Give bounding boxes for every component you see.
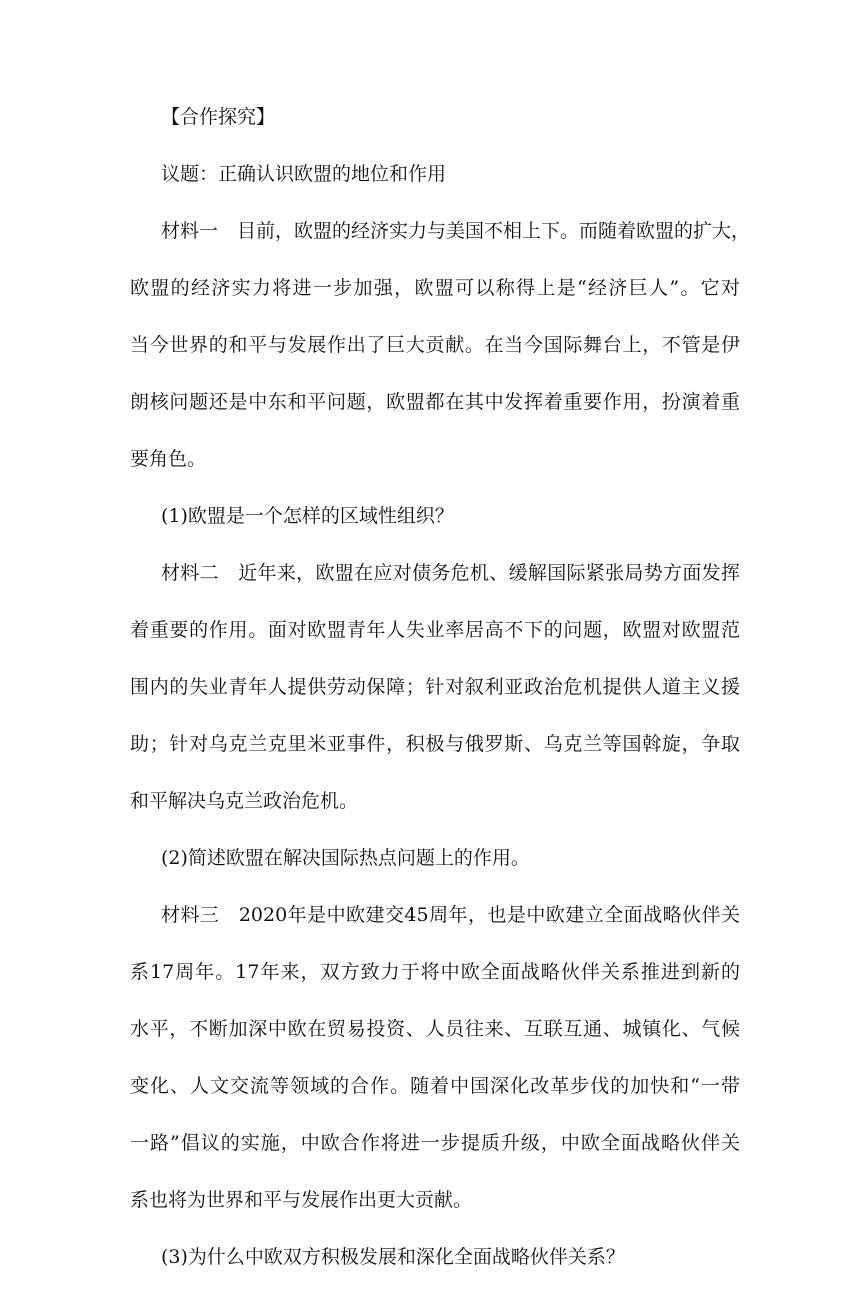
material-2-line: 着重要的作用。面对欧盟青年人失业率居高不下的问题，欧盟对欧盟范	[130, 619, 740, 641]
material-2-paragraph	[130, 564, 740, 811]
material-2-line: 围内的失业青年人提供劳动保障；针对叙利亚政治危机提供人道主义援	[130, 676, 740, 698]
material-1-line: 朗核问题还是中东和平问题，欧盟都在其中发挥着重要作用，扮演着重	[130, 391, 740, 413]
question-3: (3)为什么中欧双方积极发展和深化全面战略伙伴关系？	[161, 1246, 625, 1268]
material-3-line: 系也将为世界和平与发展作出更大贡献。	[130, 1189, 473, 1211]
material-1-paragraph	[130, 220, 751, 470]
material-3-line: 水平，不断加深中欧在贸易投资、人员往来、互联互通、城镇化、气候	[130, 1018, 740, 1040]
question-1: (1)欧盟是一个怎样的区域性组织？	[161, 505, 454, 527]
material-3-line: 材料三 2020年是中欧建交45周年，也是中欧建立全面战略伙伴关	[161, 904, 740, 926]
material-3-line: 一路”倡议的实施，中欧合作将进一步提质升级，中欧全面战略伙伴关	[130, 1132, 740, 1154]
material-3-line: 系17周年。17年来，双方致力于将中欧全面战略伙伴关系推进到新的	[130, 961, 740, 983]
section-heading: 【合作探究】	[161, 106, 276, 128]
material-3-line: 变化、人文交流等领域的合作。随着中国深化改革步伐的加快和“一带	[130, 1075, 740, 1097]
material-1-line: 材料一 目前，欧盟的经济实力与美国不相上下。而随着欧盟的扩大，	[161, 220, 751, 242]
material-1-line: 当今世界的和平与发展作出了巨大贡献。在当今国际舞台上，不管是伊	[130, 334, 740, 356]
material-3-paragraph	[130, 906, 740, 1210]
material-1-line: 要角色。	[130, 448, 207, 470]
material-2-line: 和平解决乌克兰政治危机。	[130, 790, 359, 812]
material-1-line: 欧盟的经济实力将进一步加强，欧盟可以称得上是“经济巨人”。它对	[130, 277, 740, 299]
material-2-line: 助；针对乌克兰克里米亚事件，积极与俄罗斯、乌克兰等国斡旋，争取	[130, 733, 740, 755]
document-body	[130, 106, 751, 1305]
question-2: (2)简述欧盟在解决国际热点问题上的作用。	[161, 847, 530, 869]
topic-line: 议题：正确认识欧盟的地位和作用	[161, 163, 447, 185]
material-2-line: 材料二 近年来，欧盟在应对债务危机、缓解国际紧张局势方面发挥	[161, 562, 740, 584]
